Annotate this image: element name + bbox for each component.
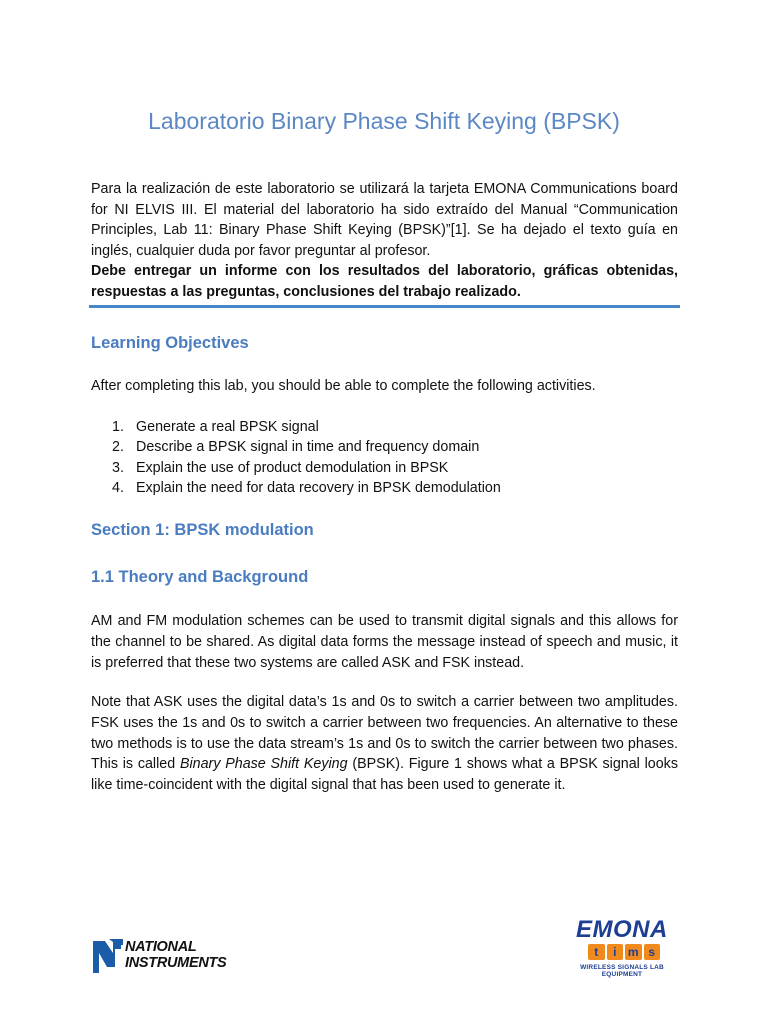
section-divider	[89, 305, 680, 308]
emona-tims-bar	[588, 944, 660, 960]
tims-letter: m	[625, 944, 642, 960]
page-title: Laboratorio Binary Phase Shift Keying (BPSK)	[148, 108, 620, 134]
emona-tims-logo	[568, 916, 676, 978]
tims-letter: i	[607, 944, 624, 960]
list-number: 4.	[112, 479, 124, 496]
section1-subheading: 1.1 Theory and Background	[91, 568, 309, 586]
list-number: 1.	[112, 419, 124, 435]
list-item-text: Explain the use of product demodulation in BPSK	[136, 459, 449, 476]
list-item-text: Describe a BPSK signal in time and frequency domain	[136, 439, 480, 456]
section1-heading: Section 1: BPSK modulation	[91, 521, 314, 539]
ni-logo-line2: INSTRUMENTS	[125, 955, 227, 971]
list-item-text: Generate a real BPSK signal	[136, 419, 319, 435]
learning-objectives-lead: After completing this lab, you should be able to complete the following activities.	[91, 378, 596, 394]
tims-letter: t	[588, 944, 605, 960]
emona-tagline: WIRELESS SIGNALS LAB EQUIPMENT	[580, 964, 664, 978]
theory-paragraph-1: AM and FM modulation schemes can be used to transmit digital signals and this allows for the channel to be shared. As digital data forms the message instead of speech and music, it is preferred that these two systems are called ASK and FSK instead.	[91, 613, 678, 671]
national-instruments-logo	[91, 937, 241, 977]
emona-logo-word: EMONA	[576, 916, 668, 943]
theory-text-before: Note that ASK uses the digital data’s 1s and 0s to switch a carrier between two amplitudes. FSK uses the 1s and 0s to switch a carrier between two frequencies. An alternative to these two methods is to use the data stream’s 1s and 0s to switch the carrier between two phases. This is called	[91, 694, 678, 773]
ni-logo-line1: NATIONAL	[125, 939, 197, 955]
list-item	[112, 478, 501, 498]
learning-objectives-heading: Learning Objectives	[91, 334, 249, 352]
theory-text-after: (BPSK). Figure 1 shows what a BPSK signal looks like time-coincident with the digital signal that has been used to generate it.	[91, 756, 678, 794]
list-number: 2.	[112, 439, 124, 456]
intro-paragraph	[91, 179, 678, 303]
ni-eagle-icon	[91, 937, 125, 977]
tims-letter: s	[644, 944, 661, 960]
intro-bold-instruction: Debe entregar un informe con los resultados del laboratorio, gráficas obtenidas, respuestas a las preguntas, conclusiones del trabajo realizado.	[91, 263, 678, 300]
intro-text: Para la realización de este laboratorio se utilizará la tarjeta EMONA Communications board for NI ELVIS III. El material del laboratorio ha sido extraído del Manual “Communication Principles, Lab 11: Binary Phase Shift Keying (BPSK)”[1]. Se ha dejado el texto guía en inglés, cualquier duda por favor preguntar al profesor.	[91, 181, 678, 259]
objectives-list	[112, 417, 501, 498]
list-item	[112, 458, 501, 478]
list-item	[112, 417, 501, 437]
theory-italic-term: Binary Phase Shift Keying	[179, 756, 348, 773]
list-item	[112, 437, 501, 457]
list-number: 3.	[112, 459, 124, 476]
list-item-text: Explain the need for data recovery in BPSK demodulation	[136, 479, 501, 496]
theory-paragraph-2	[91, 692, 678, 796]
